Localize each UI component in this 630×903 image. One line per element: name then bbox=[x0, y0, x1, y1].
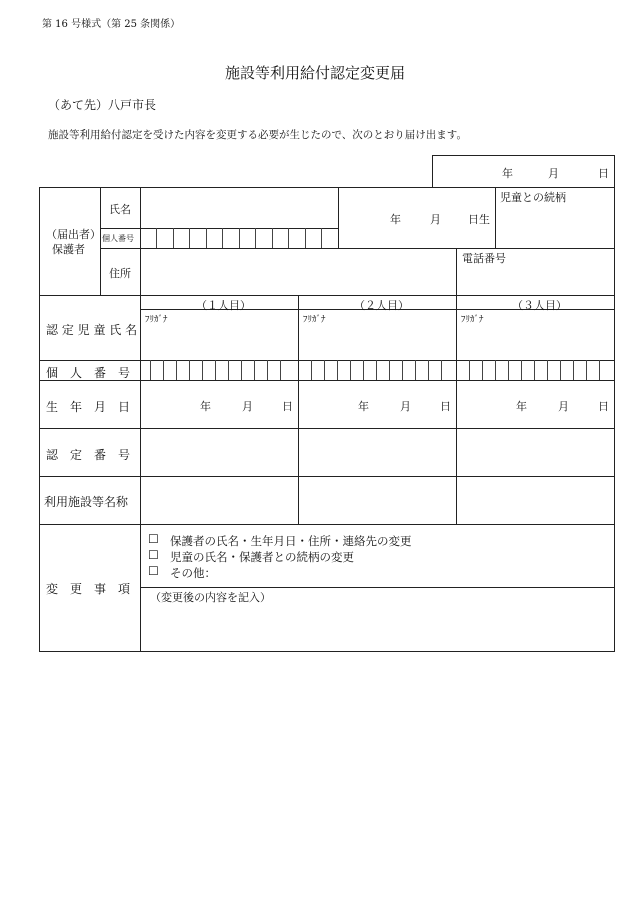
guardian-label-1: （届出者） bbox=[46, 228, 101, 241]
phone-label: 電話番号 bbox=[462, 252, 506, 265]
form-number: 第 16 号様式（第 25 条関係） bbox=[42, 19, 181, 30]
cert-number-label: 認 定 番 号 bbox=[46, 448, 131, 462]
change-option-2-checkbox[interactable]: ☐ bbox=[148, 548, 159, 562]
change-option-3-checkbox[interactable]: ☐ bbox=[148, 564, 159, 578]
child-2-birth-day: 日 bbox=[440, 400, 451, 413]
child-3-furigana: ﾌﾘｶﾞﾅ bbox=[461, 315, 484, 325]
guardian-birth-year: 年 bbox=[390, 213, 401, 226]
addressee: （あて先）八戸市長 bbox=[48, 98, 157, 112]
child-personal-number-label: 個 人 番 号 bbox=[46, 366, 131, 380]
child-name-label: 認 定 児 童 氏 名 bbox=[46, 323, 138, 337]
child-col-1-header: （１人目） bbox=[196, 299, 251, 312]
change-option-1-checkbox[interactable]: ☐ bbox=[148, 532, 159, 546]
guardian-address-label: 住所 bbox=[109, 267, 131, 280]
guardian-name-label: 氏名 bbox=[109, 203, 131, 216]
child-1-birth-year: 年 bbox=[200, 400, 211, 413]
date-month: 月 bbox=[548, 167, 559, 180]
change-option-3-label: その他： bbox=[170, 566, 216, 580]
relation-label: 児童との続柄 bbox=[500, 191, 566, 204]
child-2-birth-year: 年 bbox=[358, 400, 369, 413]
change-option-1-label: 保護者の氏名・生年月日・住所・連絡先の変更 bbox=[170, 534, 412, 548]
child-2-furigana: ﾌﾘｶﾞﾅ bbox=[303, 315, 326, 325]
guardian-birth-month: 月 bbox=[430, 213, 441, 226]
date-year: 年 bbox=[502, 167, 513, 180]
guardian-personal-number-label: 個人番号 bbox=[102, 234, 134, 243]
facility-label: 利用施設等名称 bbox=[44, 495, 129, 509]
child-1-birth-day: 日 bbox=[282, 400, 293, 413]
child-col-2-header: （２人目） bbox=[354, 299, 409, 312]
page-title: 施設等利用給付認定変更届 bbox=[224, 64, 405, 82]
child-3-birth-day: 日 bbox=[598, 400, 609, 413]
child-col-3-header: （３人目） bbox=[512, 299, 567, 312]
guardian-birth-day: 日生 bbox=[468, 213, 490, 226]
intro-text: 施設等利用給付認定を受けた内容を変更する必要が生じたので、次のとおり届け出ます。 bbox=[48, 129, 467, 141]
child-1-furigana: ﾌﾘｶﾞﾅ bbox=[145, 315, 168, 325]
child-2-birth-month: 月 bbox=[400, 400, 411, 413]
child-3-birth-year: 年 bbox=[516, 400, 527, 413]
child-1-birth-month: 月 bbox=[242, 400, 253, 413]
changes-label: 変 更 事 項 bbox=[46, 582, 131, 596]
child-birthdate-label: 生 年 月 日 bbox=[46, 400, 131, 414]
guardian-label-2: 保護者 bbox=[52, 243, 85, 256]
date-day: 日 bbox=[598, 167, 609, 180]
change-note: （変更後の内容を記入） bbox=[150, 591, 271, 604]
child-3-birth-month: 月 bbox=[558, 400, 569, 413]
change-option-2-label: 児童の氏名・保護者との続柄の変更 bbox=[170, 550, 354, 564]
